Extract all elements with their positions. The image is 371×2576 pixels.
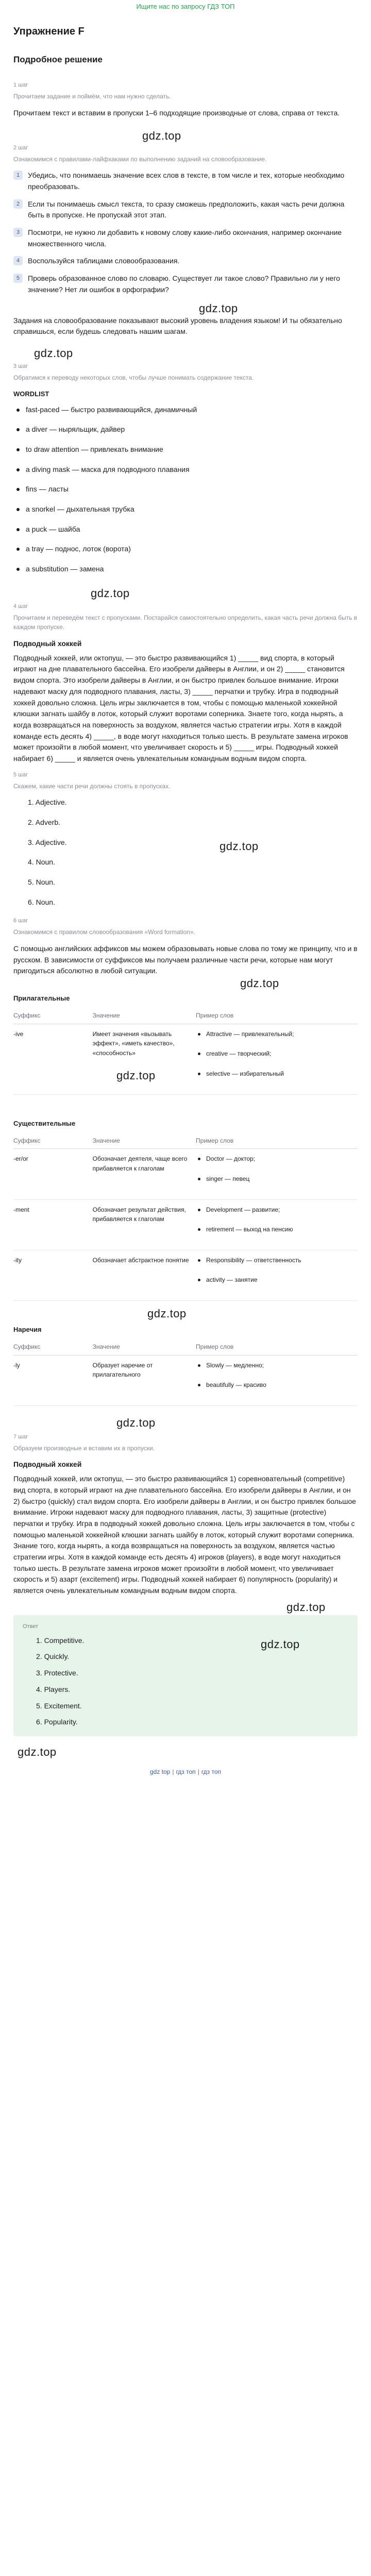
bottom-link[interactable]: гдз топ — [201, 1768, 222, 1775]
watermark: gdz.top — [34, 346, 73, 360]
answer-item: 2. Quickly. — [36, 1652, 70, 1661]
col-header: Суффикс — [13, 1339, 93, 1355]
nouns-title: Существительные — [13, 1119, 76, 1127]
tip-number: 2 — [13, 199, 23, 209]
col-header: Пример слов — [196, 1008, 358, 1024]
step-4 — [13, 602, 358, 765]
step-hint: Прочитаем задание и поймём, что нам нужно сделать. — [13, 93, 171, 100]
answer-item: 4. Players. — [36, 1685, 71, 1693]
watermark: gdz.top — [142, 129, 181, 142]
wordlist-title: WORDLIST — [13, 389, 49, 398]
adverbs-table — [13, 1339, 358, 1406]
watermark: gdz.top — [199, 301, 238, 315]
watermark: gdz.top — [286, 1600, 326, 1614]
step-3 — [13, 362, 358, 575]
step-text: Задания на словообразование показывают высокий уровень владения языком! И ты обязательно справишься, если будешь следовать нашим шагам. — [13, 316, 342, 336]
word-item: a diving mask — маска для подводного плавания — [13, 464, 358, 476]
word-item: a tray — поднос, лоток (ворота) — [13, 544, 358, 555]
step-label: 3 шаг — [13, 363, 28, 369]
step-7 — [13, 1433, 358, 1614]
table-row: -ly Образует наречие от прилагательного Slowly — медленно; beautifully — красиво — [13, 1355, 358, 1405]
answer-item: 2. Adverb. — [28, 818, 61, 826]
col-header: Значение — [93, 1008, 196, 1024]
col-header: Пример слов — [196, 1339, 358, 1355]
step-6 — [13, 917, 358, 1405]
watermark: gdz.top — [18, 1745, 57, 1758]
word-item: a snorkel — дыхательная трубка — [13, 504, 358, 515]
watermark: gdz.top — [147, 1307, 187, 1320]
rule-text: С помощью английских аффиксов мы можем образовывать новые слова по тому же принципу, что и в русском. В зависимости от суффиксов мы получаем различные части речи, которые нам могут пригодиться абсолютно в любой ситуации. — [13, 944, 358, 975]
step-hint: Ознакомимся с правилом словообразования «Word formation». — [13, 928, 195, 936]
table-row: -ity Обозначает абстрактное понятие Responsibility — ответственность activity — занятие — [13, 1250, 358, 1300]
answer-item: 6. Noun. — [28, 897, 55, 906]
step-5 — [13, 771, 358, 908]
step-label: 2 шаг — [13, 144, 28, 151]
content — [0, 24, 371, 1759]
word-item: fins — ласты — [13, 484, 358, 495]
answer-item: 6. Popularity. — [36, 1718, 78, 1726]
word-item: a puck — шайба — [13, 524, 358, 535]
tip-number: 1 — [13, 171, 23, 180]
completed-text: Подводный хоккей, или октопуш, — это быстро развивающийся 1) соревновательный (competitive) вид спорта, в который играют на дне плавательного бассейна. Его изобрели дайверы в Англии, и он 2) быстро (quickly) стал видом спорта. Его изобрели дайверы в Англии, и он быстро привлек большое внимание. Игроки надевают маску для подводного плавания, ласты, 3) защитные (protective) перчатки и трубку. Игра в подводный хоккей довольно сложна. Цель игры заключается в том, чтобы с помощью маленькой хоккейной клюшки загнать шайбу в лоток, который служит воротами соперника. Знание того, когда нырять, а когда возвращаться на поверхность за воздухом, является частью стратегии игры. Хотя в каждой команде есть десять 4) игроков (players), в воде могут находиться только шесть. В результате замена игроков может произойти в любой момент, что увеличивает скорость и 5) азарт (excitement) игры. Подводный хоккей набирает 6) популярность (popularity) и является очень увлекательным командным водным видом спорта. — [13, 1475, 356, 1595]
word-item: a diver — ныряльщик, дайвер — [13, 424, 358, 435]
table-row: -er/or Обозначает деятеля, чаще всего прибавляется к глаголам Doctor — доктор; singer — певец — [13, 1149, 358, 1199]
bottom-link[interactable]: гдз топ — [176, 1768, 196, 1775]
watermark: gdz.top — [116, 1416, 156, 1429]
watermark: gdz.top — [116, 1069, 156, 1082]
col-header: Значение — [93, 1339, 196, 1355]
parts-of-speech-list — [13, 797, 358, 908]
answer-item: 3. Protective. — [36, 1669, 78, 1677]
wordlist — [13, 404, 358, 575]
watermark: gdz.top — [240, 977, 279, 990]
watermark: gdz.top — [261, 1637, 300, 1651]
tip-item: 4 Воспользуйся таблицами словообразования. — [13, 256, 358, 267]
table-row: -ive Имеет значения «вызывать эффект», «иметь качество», «способность» Attractive — привлекательный; creative — творческий; selective — избирательный — [13, 1024, 358, 1094]
step-label: 1 шаг — [13, 82, 28, 89]
adjectives-table — [13, 1008, 358, 1094]
section-title: Подводный хоккей — [13, 1460, 82, 1469]
nouns-table — [13, 1133, 358, 1301]
step-1 — [13, 81, 358, 118]
section-title: Подводный хоккей — [13, 639, 82, 648]
step-hint: Прочитаем и переведём текст с пропусками. Постарайся самостоятельно определить, какая часть речи должна быть в каждом пропуске. — [13, 614, 358, 631]
step-text: Прочитаем текст и вставим в пропуски 1–6 подходящие производные от слова, справа от текста. — [13, 108, 340, 117]
answer-box — [13, 1615, 358, 1736]
table-row: -ment Обозначает результат действия, прибавляется к глаголам Development — развитие; retirement — выход на пенсию — [13, 1199, 358, 1250]
tip-item: 3 Посмотри, не нужно ли добавить к новому слову какие-либо окончания, например окончание множественного числа. — [13, 227, 358, 249]
bottom-link[interactable]: gdz top — [149, 1768, 171, 1775]
exercise-title: Упражнение F — [13, 26, 85, 37]
answer-label: Ответ — [23, 1623, 39, 1630]
answer-item: 3. Adjective. — [28, 838, 67, 846]
step-hint: Скажем, какие части речи должны стоять в пропусках. — [13, 782, 171, 790]
answer-item: 5. Excitement. — [36, 1701, 82, 1710]
answer-item: 1. Competitive. — [36, 1636, 85, 1645]
tip-item: 2 Если ты понимаешь смысл текста, то сразу сможешь предположить, какая часть речи должна быть в пропуске. Не пропускай этот этап. — [13, 199, 358, 221]
word-item: a substitution — замена — [13, 564, 358, 575]
step-hint: Обратимся к переводу некоторых слов, чтобы лучше понимать содержание текста. — [13, 374, 254, 381]
step-label: 4 шаг — [13, 603, 28, 609]
answer-item: 4. Noun. — [28, 858, 55, 867]
col-header: Пример слов — [196, 1133, 358, 1149]
adjectives-title: Прилагательные — [13, 994, 70, 1003]
tip-number: 3 — [13, 228, 23, 237]
answer-item: 5. Noun. — [28, 878, 55, 887]
word-item: to draw attention — привлекать внимание — [13, 444, 358, 455]
word-item: fast-paced — быстро развивающийся, динамичный — [13, 404, 358, 416]
answer-item: 1. Adjective. — [28, 798, 67, 807]
col-header: Суффикс — [13, 1008, 93, 1024]
top-banner-link[interactable]: Ищите нас по запросу ГДЗ ТОП — [136, 2, 235, 10]
adverbs-title: Наречия — [13, 1325, 42, 1333]
step-label: 7 шаг — [13, 1433, 28, 1440]
tip-number: 4 — [13, 256, 23, 265]
step-hint: Образуем производные и вставим их в пропуски. — [13, 1444, 155, 1452]
step-label: 5 шаг — [13, 771, 28, 778]
tip-item: 5 Проверь образованное слово по словарю. Существует ли такое слово? Правильно ли у него значение? Нет ли ошибок в орфографии? — [13, 273, 358, 295]
tips-list — [13, 170, 358, 295]
solution-title: Подробное решение — [13, 55, 103, 64]
step-label: 6 шаг — [13, 918, 28, 924]
tip-number: 5 — [13, 274, 23, 283]
step-hint: Ознакомимся с правилами-лайфхаками по выполнению заданий на словообразование. — [13, 155, 267, 163]
bottom-links: gdz top | гдз топ | гдз топ — [0, 1759, 371, 1787]
watermark: gdz.top — [220, 839, 259, 853]
top-banner — [0, 0, 371, 13]
tip-item: 1 Убедись, что понимаешь значение всех слов в тексте, в том числе и тех, которые необходимо преобразовать. — [13, 170, 358, 192]
watermark: gdz.top — [91, 586, 130, 600]
col-header: Суффикс — [13, 1133, 93, 1149]
col-header: Значение — [93, 1133, 196, 1149]
gapped-text: Подводный хоккей, или октопуш, — это быстро развивающийся 1) _____ вид спорта, в который играют на дне плавательного бассейна. Его изобрели дайверы в Англии, и он 2) _____ становится видом спорта. Это изобрели дайверы в Англии, и он быстро привлек большое внимание. Игроки надевают маску для подводного плавания, ласты, 3) _____ перчатки и трубку. Игра в подводный хоккей довольно сложна. Цель игры заключается в том, чтобы с помощью маленькой хоккейной клюшки загнать шайбу в лоток, который служит воротами соперника. Знаете того, когда нырять, а когда возвращаться на поверхность за воздухом, является частью стратегии игры. Хотя в каждой команде есть десять 4) _____, в воде могут находиться только шесть. В результате замена игроков может произойти в любой момент, что увеличивает скорость и 5) _____ игры. Подводный хоккей набирает 6) _____ и является очень увлекательным командным водным видом спорта. — [13, 653, 348, 762]
step-2 — [13, 144, 358, 337]
